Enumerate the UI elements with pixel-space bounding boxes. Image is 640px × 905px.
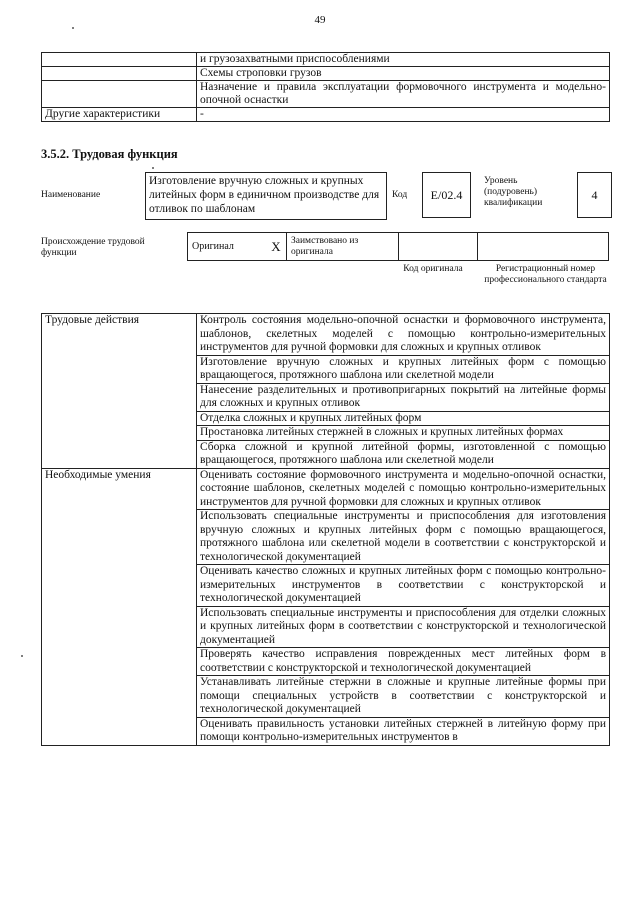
table-cell: [42, 53, 197, 67]
table-cell: Назначение и правила эксплуатации формовочного инструмента и модельно-опочной оснастки: [197, 81, 610, 108]
skill: Оценивать правильность установки литейных стержней в литейную форму при помощи контрольно-измерительных инструментов в: [197, 717, 610, 745]
labor-action: Сборка сложной и крупной литейной формы, изготовленной с помощью вращающегося, протяжного шаблона или скелетной модели: [197, 440, 610, 468]
reg-number-label: Регистрационный номер профессионального стандарта: [484, 264, 607, 285]
skill: Оценивать состояние формовочного инструмента и модельно-опочной оснастки, состояние шаблонов, скелетных моделей с помощью контрольно-измерительных инструментов для ручной формовки для сложных и крупных отливок: [197, 468, 610, 510]
labor-action: Простановка литейных стержней в сложных и крупных литейных формах: [197, 426, 610, 441]
continuation-table: [41, 52, 610, 122]
skills-label: Необходимые умения: [42, 468, 197, 745]
table-cell: [42, 81, 197, 108]
labor-action: Контроль состояния модельно-опочной оснастки и формовочного инструмента, шаблонов, скелетных моделей с помощью контрольно-измерительных инструментов для ручной формовки для сложных и крупных отливок: [197, 314, 610, 356]
function-name: Изготовление вручную сложных и крупных литейных форм в единичном производстве для отливок по шаблонам: [145, 172, 387, 220]
origin-table: [187, 232, 609, 261]
reg-number-cell: [478, 233, 609, 261]
labor-action: Изготовление вручную сложных и крупных литейных форм с помощью вращающегося, протяжного шаблона или скелетной модели: [197, 355, 610, 383]
table-cell: и грузозахватными приспособлениями: [197, 53, 610, 67]
code-label: Код: [392, 190, 408, 200]
main-table: [41, 313, 610, 746]
table-cell: [42, 67, 197, 81]
labor-action: Отделка сложных и крупных литейных форм: [197, 411, 610, 426]
level-label: Уровень (подуровень) квалификации: [484, 176, 543, 208]
skill: Устанавливать литейные стержни в сложные и крупные литейные формы при помощи специальных устройств в соответствии с конструкторской и технологической документацией: [197, 676, 610, 718]
table-cell: Схемы строповки грузов: [197, 67, 610, 81]
table-row: [42, 314, 610, 356]
table-row: [42, 81, 610, 108]
labor-actions-label: Трудовые действия: [42, 314, 197, 469]
scan-speck: [152, 167, 154, 169]
table-row: [42, 53, 610, 67]
table-row: [42, 468, 610, 510]
function-code: E/02.4: [422, 172, 471, 218]
table-row: [188, 233, 609, 261]
skill: Использовать специальные инструменты и приспособления для изготовления вручную сложных и крупных литейных форм с помощью вращающегося, протяжного шаблона или скелетной модели в соответствии с конструкторской и технологической документацией: [197, 510, 610, 565]
skill: Использовать специальные инструменты и приспособления для отделки сложных и крупных литейных форм в соответствии с конструкторской и технологической документацией: [197, 606, 610, 648]
name-label: Наименование: [41, 190, 101, 200]
code-original-label: Код оригинала: [403, 264, 463, 274]
skill: Проверять качество исправления поврежденных мест литейных форм в соответствии с конструкторской и технологической документацией: [197, 648, 610, 676]
scan-speck: [72, 27, 74, 29]
original-label: Оригинал: [188, 233, 267, 261]
scan-speck: [21, 655, 23, 657]
labor-action: Нанесение разделительных и противопригарных покрытий на литейные формы для сложных и крупных отливок: [197, 383, 610, 411]
table-cell: -: [197, 108, 610, 122]
table-cell: Другие характеристики: [42, 108, 197, 122]
level-value: 4: [577, 172, 612, 218]
skill: Оценивать качество сложных и крупных литейных форм с помощью контрольно-измерительных инструментов в соответствии с конструкторской и технологической документацией: [197, 565, 610, 607]
table-row: [42, 108, 610, 122]
page-number: 49: [314, 14, 326, 26]
borrowed-label: Заимствовано из оригинала: [287, 233, 399, 261]
code-original-cell: [399, 233, 478, 261]
table-row: [42, 67, 610, 81]
origin-label: Происхождение трудовой функции: [41, 237, 145, 258]
section-title: 3.5.2. Трудовая функция: [41, 147, 178, 161]
original-mark: X: [266, 233, 287, 261]
